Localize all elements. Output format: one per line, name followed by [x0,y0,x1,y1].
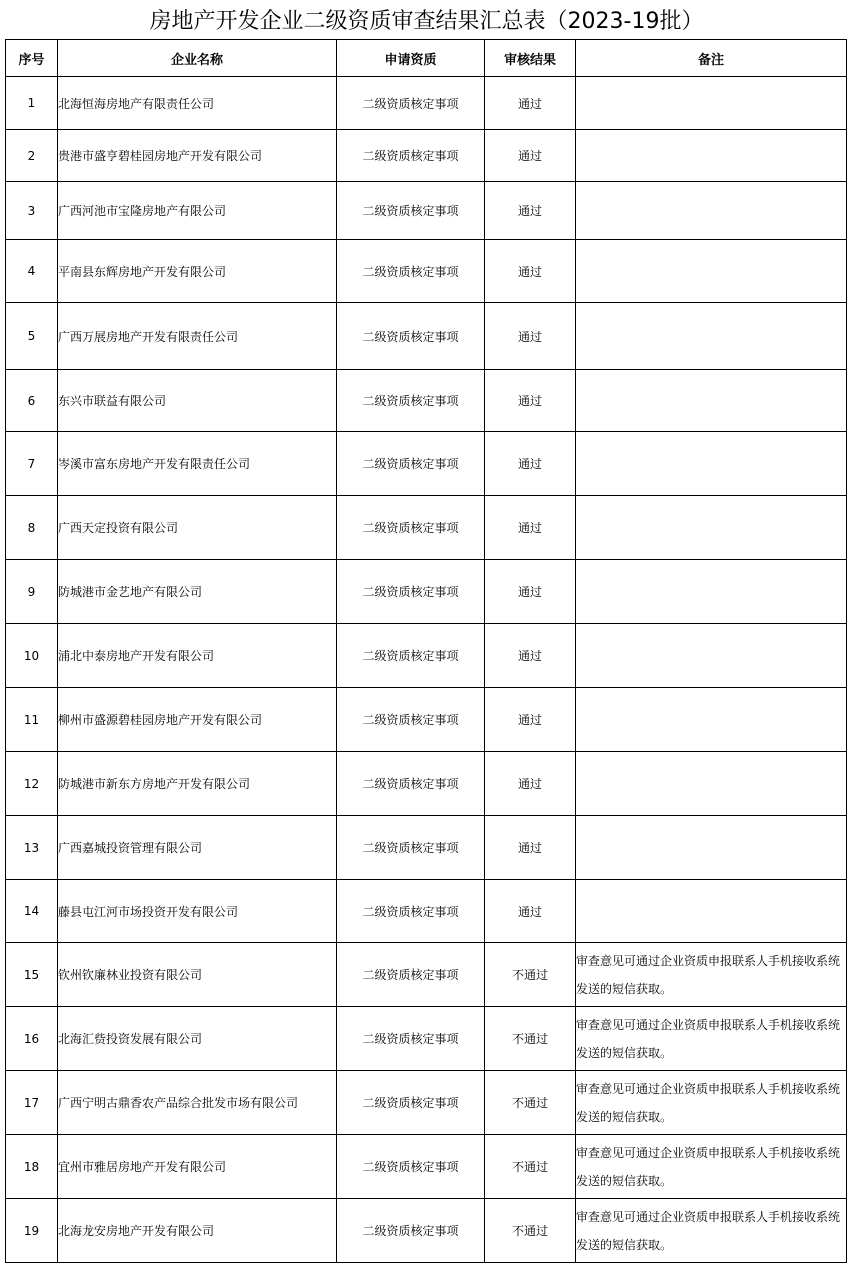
cell-remark [576,370,847,432]
table-row [6,1007,847,1071]
header-num: 序号 [6,40,58,77]
cell-num: 9 [6,560,58,624]
cell-qualification: 二级资质核定事项 [337,303,485,370]
cell-company-name: 广西宁明古鼎香农产品综合批发市场有限公司 [58,1071,337,1135]
cell-company-name: 平南县东辉房地产开发有限公司 [58,240,337,303]
cell-remark: 审查意见可通过企业资质申报联系人手机接收系统发送的短信获取。 [576,1007,847,1071]
page-title: 房地产开发企业二级资质审查结果汇总表（2023-19批） [149,9,704,34]
cell-remark [576,560,847,624]
cell-num: 18 [6,1135,58,1199]
table-row [6,130,847,182]
cell-remark [576,240,847,303]
table-row [6,1199,847,1263]
cell-result: 通过 [485,880,576,943]
table-row [6,1135,847,1199]
cell-result: 通过 [485,624,576,688]
cell-result: 通过 [485,130,576,182]
cell-result: 通过 [485,240,576,303]
cell-num: 1 [6,77,58,130]
cell-result: 不通过 [485,943,576,1007]
cell-company-name: 宜州市雅居房地产开发有限公司 [58,1135,337,1199]
cell-company-name: 广西嘉城投资管理有限公司 [58,816,337,880]
table-row [6,432,847,496]
cell-num: 4 [6,240,58,303]
cell-num: 10 [6,624,58,688]
cell-qualification: 二级资质核定事项 [337,560,485,624]
cell-remark: 审查意见可通过企业资质申报联系人手机接收系统发送的短信获取。 [576,1199,847,1263]
cell-num: 19 [6,1199,58,1263]
table-row [6,370,847,432]
cell-remark [576,688,847,752]
cell-company-name: 防城港市新东方房地产开发有限公司 [58,752,337,816]
cell-company-name: 藤县屯江河市场投资开发有限公司 [58,880,337,943]
cell-result: 通过 [485,496,576,560]
table-row [6,560,847,624]
cell-remark: 审查意见可通过企业资质申报联系人手机接收系统发送的短信获取。 [576,1071,847,1135]
cell-remark [576,496,847,560]
cell-company-name: 钦州钦廉林业投资有限公司 [58,943,337,1007]
cell-company-name: 北海龙安房地产开发有限公司 [58,1199,337,1263]
table-row [6,624,847,688]
cell-remark [576,880,847,943]
cell-num: 6 [6,370,58,432]
cell-qualification: 二级资质核定事项 [337,1071,485,1135]
cell-result: 通过 [485,816,576,880]
table-row [6,880,847,943]
cell-result: 不通过 [485,1135,576,1199]
cell-company-name: 浦北中泰房地产开发有限公司 [58,624,337,688]
cell-qualification: 二级资质核定事项 [337,943,485,1007]
cell-remark: 审查意见可通过企业资质申报联系人手机接收系统发送的短信获取。 [576,1135,847,1199]
cell-remark [576,303,847,370]
cell-qualification: 二级资质核定事项 [337,752,485,816]
cell-company-name: 北海汇赀投资发展有限公司 [58,1007,337,1071]
cell-num: 3 [6,182,58,240]
cell-result: 不通过 [485,1007,576,1071]
cell-qualification: 二级资质核定事项 [337,1007,485,1071]
cell-company-name: 贵港市盛亨碧桂园房地产开发有限公司 [58,130,337,182]
cell-company-name: 防城港市金艺地产有限公司 [58,560,337,624]
cell-qualification: 二级资质核定事项 [337,432,485,496]
cell-company-name: 北海恒海房地产有限责任公司 [58,77,337,130]
table-row [6,943,847,1007]
cell-num: 2 [6,130,58,182]
cell-remark [576,432,847,496]
cell-qualification: 二级资质核定事项 [337,496,485,560]
cell-qualification: 二级资质核定事项 [337,1199,485,1263]
cell-num: 15 [6,943,58,1007]
cell-result: 通过 [485,752,576,816]
header-remark: 备注 [576,40,847,77]
cell-qualification: 二级资质核定事项 [337,1135,485,1199]
cell-company-name: 广西河池市宝隆房地产有限公司 [58,182,337,240]
cell-qualification: 二级资质核定事项 [337,370,485,432]
cell-num: 8 [6,496,58,560]
cell-remark [576,77,847,130]
cell-num: 7 [6,432,58,496]
table-row [6,240,847,303]
cell-company-name: 柳州市盛源碧桂园房地产开发有限公司 [58,688,337,752]
header-result: 审核结果 [485,40,576,77]
cell-remark [576,752,847,816]
cell-qualification: 二级资质核定事项 [337,816,485,880]
table-header-row [6,40,847,77]
results-table [5,39,847,1263]
cell-company-name: 东兴市联益有限公司 [58,370,337,432]
table-row [6,752,847,816]
cell-company-name: 岑溪市富东房地产开发有限责任公司 [58,432,337,496]
cell-result: 通过 [485,77,576,130]
cell-company-name: 广西万展房地产开发有限责任公司 [58,303,337,370]
cell-result: 通过 [485,370,576,432]
cell-qualification: 二级资质核定事项 [337,240,485,303]
table-row [6,816,847,880]
cell-qualification: 二级资质核定事项 [337,130,485,182]
cell-result: 通过 [485,182,576,240]
cell-qualification: 二级资质核定事项 [337,182,485,240]
cell-result: 通过 [485,303,576,370]
table-row [6,77,847,130]
cell-num: 16 [6,1007,58,1071]
cell-company-name: 广西天定投资有限公司 [58,496,337,560]
cell-remark [576,816,847,880]
cell-result: 不通过 [485,1071,576,1135]
cell-num: 11 [6,688,58,752]
cell-num: 14 [6,880,58,943]
table-body [6,77,847,1263]
cell-result: 不通过 [485,1199,576,1263]
table-row [6,1071,847,1135]
header-company: 企业名称 [58,40,337,77]
cell-result: 通过 [485,560,576,624]
cell-num: 17 [6,1071,58,1135]
cell-qualification: 二级资质核定事项 [337,688,485,752]
table-row [6,182,847,240]
cell-num: 12 [6,752,58,816]
cell-num: 5 [6,303,58,370]
cell-remark [576,624,847,688]
cell-remark: 审查意见可通过企业资质申报联系人手机接收系统发送的短信获取。 [576,943,847,1007]
header-qualification: 申请资质 [337,40,485,77]
cell-qualification: 二级资质核定事项 [337,77,485,130]
cell-num: 13 [6,816,58,880]
cell-qualification: 二级资质核定事项 [337,880,485,943]
table-row [6,496,847,560]
cell-result: 通过 [485,432,576,496]
cell-qualification: 二级资质核定事项 [337,624,485,688]
cell-result: 通过 [485,688,576,752]
cell-remark [576,130,847,182]
cell-remark [576,182,847,240]
table-row [6,688,847,752]
table-row [6,303,847,370]
